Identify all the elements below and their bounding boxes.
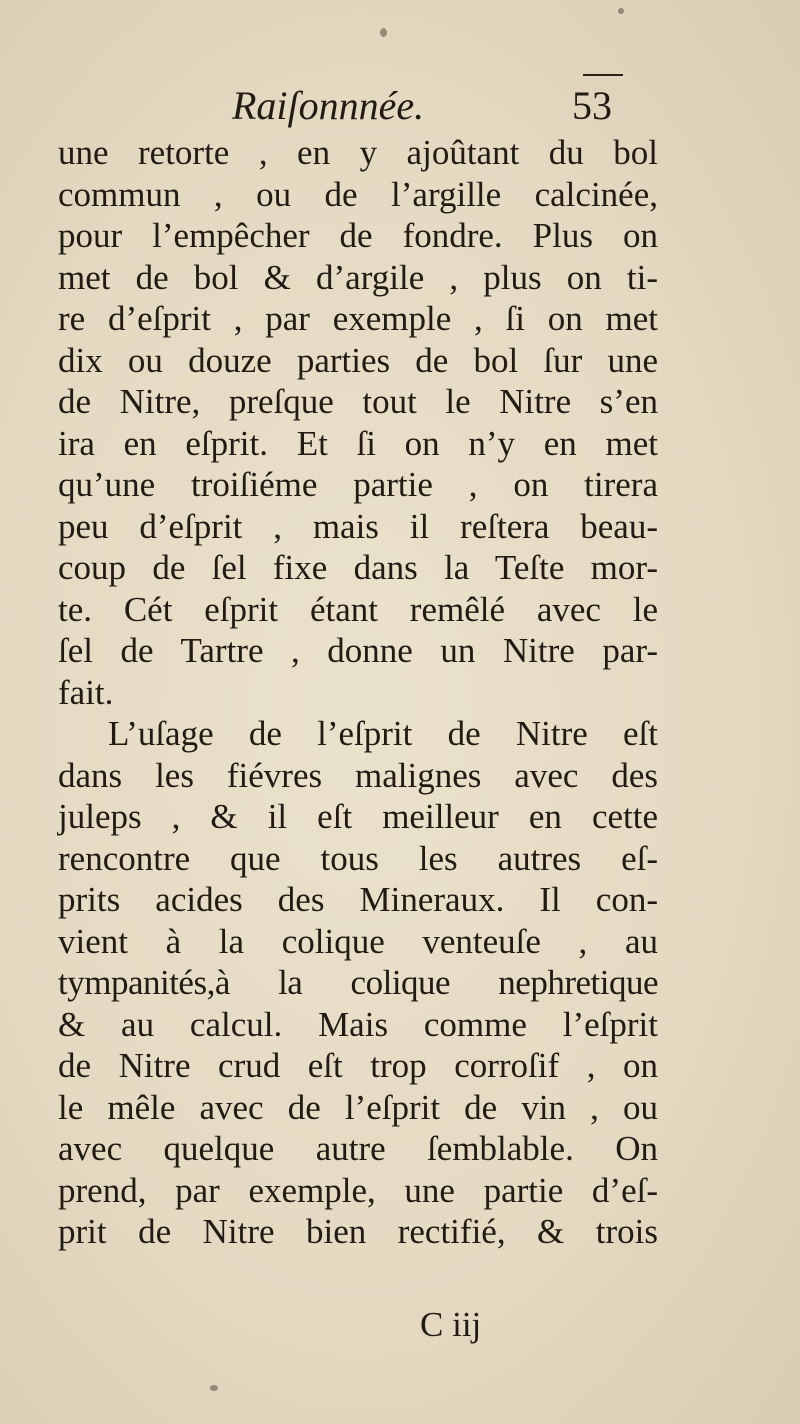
text-line: peu d’eſprit , mais il reſtera beau- — [58, 506, 658, 546]
text-line: avec quelque autre ſemblable. On — [58, 1129, 658, 1168]
text-line: prits acides des Mineraux. Il con- — [58, 880, 658, 919]
text-line: le mêle avec de l’eſprit de vin , ou — [58, 1087, 658, 1127]
text-line: fait. — [58, 672, 114, 712]
text-line: commun , ou de l’argille calcinée, — [58, 174, 658, 214]
page-number: 53 — [572, 83, 612, 128]
text-line: ſel de Tartre , donne un Nitre par- — [58, 631, 658, 670]
page-header — [0, 82, 800, 132]
text-line: de Nitre crud eſt trop corroſif , on — [58, 1046, 658, 1085]
text-line: ira en eſprit. Et ſi on n’y en met — [58, 423, 658, 463]
text-line: te. Cét eſprit étant remêlé avec le — [58, 589, 658, 629]
text-line: juleps , & il eſt meilleur en cette — [58, 797, 658, 836]
text-line: qu’une troiſiéme partie , on tirera — [58, 465, 658, 504]
text-line: dans les fiévres malignes avec des — [58, 755, 658, 795]
header-rule — [583, 74, 623, 76]
text-line: prend, par exemple, une partie d’eſ- — [58, 1170, 658, 1210]
text-line: & au calcul. Mais comme l’eſprit — [58, 1004, 658, 1044]
text-line: tympanités,à la colique nephretique — [58, 963, 658, 1002]
text-line: de Nitre, preſque tout le Nitre s’en — [58, 382, 658, 421]
body-text — [58, 132, 658, 1253]
paragraph-first-line: L’uſage de l’eſprit de Nitre eſt — [108, 714, 658, 753]
text-line: prit de Nitre bien rectifié, & trois — [58, 1212, 658, 1251]
text-line: vient à la colique venteuſe , au — [58, 921, 658, 961]
text-line: rencontre que tous les autres eſ- — [58, 838, 658, 878]
text-line: met de bol & d’argile , plus on ti- — [58, 257, 658, 297]
text-line: une retorte , en y ajoûtant du bol — [58, 133, 658, 172]
running-head: Raiſonnnée. — [232, 83, 425, 128]
ink-spot — [210, 1385, 218, 1391]
text-line: dix ou douze parties de bol ſur une — [58, 340, 658, 380]
ink-spot — [380, 28, 387, 37]
text-line: coup de ſel fixe dans la Teſte mor- — [58, 548, 658, 587]
text-line: pour l’empêcher de fondre. Plus on — [58, 216, 658, 255]
signature-mark: C iij — [420, 1305, 482, 1344]
text-line: re d’eſprit , par exemple , ſi on met — [58, 299, 658, 338]
ink-spot — [618, 8, 624, 14]
